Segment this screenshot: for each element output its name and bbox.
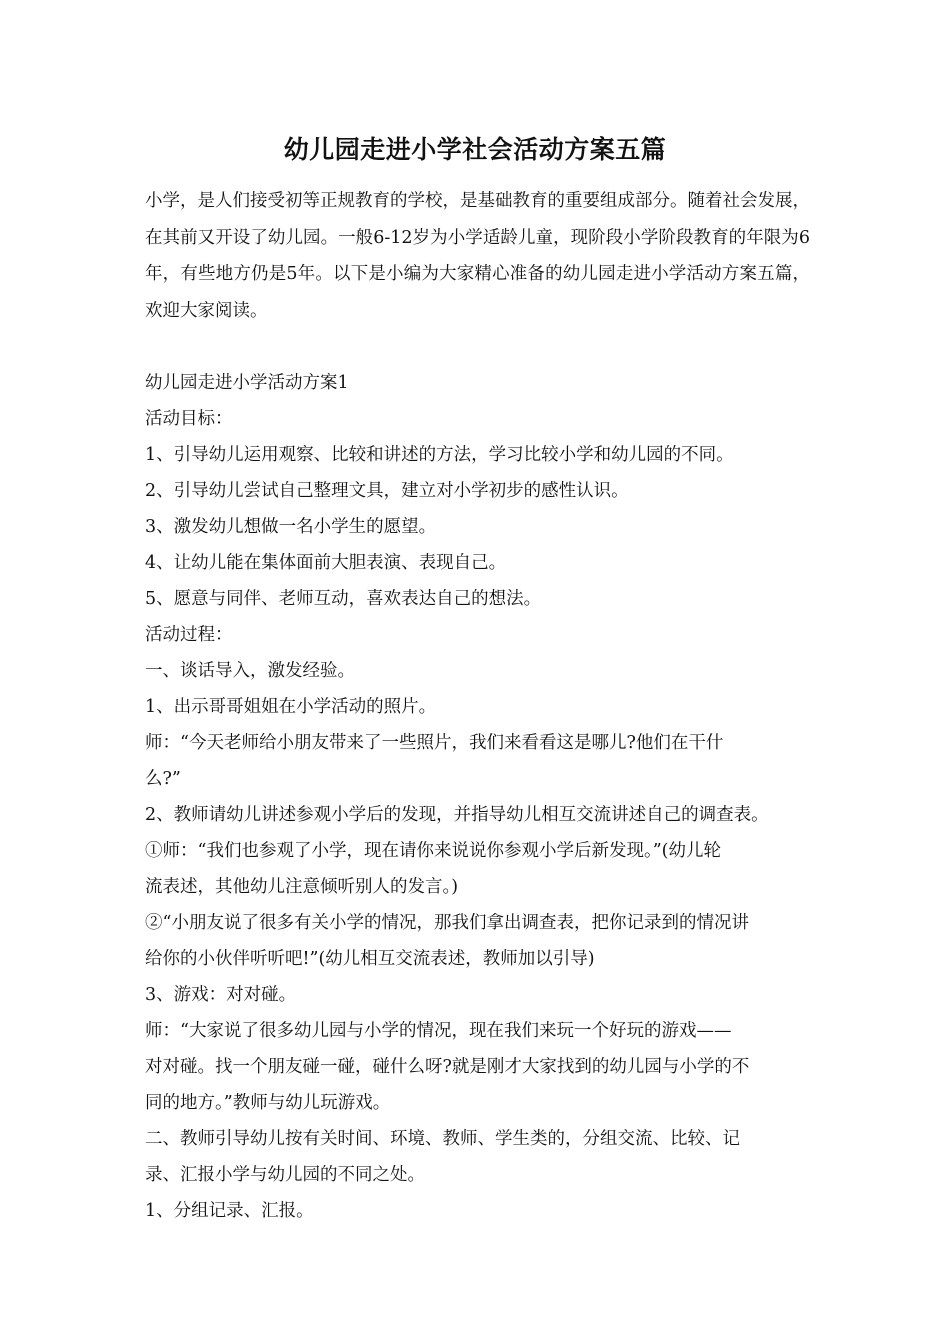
text-line: 对对碰。找一个朋友碰一碰，碰什么呀?就是刚才大家找到的幼儿园与小学的不: [145, 1057, 750, 1077]
text-line: 1、出示哥哥姐姐在小学活动的照片。: [145, 697, 437, 717]
document-title: 幼儿园走进小学社会活动方案五篇: [283, 135, 667, 164]
text-line: 二、教师引导幼儿按有关时间、环境、教师、学生类的，分组交流、比较、记: [145, 1129, 740, 1149]
text-line: 同的地方。”教师与幼儿玩游戏。: [145, 1093, 391, 1113]
text-line: 师：“大家说了很多幼儿园与小学的情况，现在我们来玩一个好玩的游戏——: [145, 1021, 732, 1041]
text-line: 一、谈话导入，激发经验。: [145, 661, 355, 681]
text-line: 幼儿园走进小学活动方案1: [145, 373, 349, 393]
text-line: 活动目标：: [145, 409, 233, 429]
text-line: 4、让幼儿能在集体面前大胆表演、表现自己。: [145, 553, 507, 573]
text-line: 录、汇报小学与幼儿园的不同之处。: [145, 1165, 425, 1185]
text-line: 5、愿意与同伴、老师互动，喜欢表达自己的想法。: [145, 589, 542, 609]
text-line: ①师：“我们也参观了小学，现在请你来说说你参观小学后新发现。”(幼儿轮: [145, 841, 721, 861]
text-line: 师：“今天老师给小朋友带来了一些照片，我们来看看这是哪儿?他们在干什: [145, 733, 724, 753]
text-line: 1、分组记录、汇报。: [145, 1201, 314, 1221]
text-line: 么?”: [145, 769, 181, 789]
document-body: [145, 365, 815, 1229]
text-line: 2、教师请幼儿讲述参观小学后的发现，并指导幼儿相互交流讲述自己的调查表。: [145, 805, 769, 825]
text-line: 活动过程：: [145, 625, 233, 645]
text-line: ②“小朋友说了很多有关小学的情况，那我们拿出调查表，把你记录到的情况讲: [145, 913, 749, 933]
text-line: 3、激发幼儿想做一名小学生的愿望。: [145, 517, 437, 537]
text-line: 流表述，其他幼儿注意倾听别人的发言。): [145, 877, 459, 897]
text-line: 3、游戏：对对碰。: [145, 985, 297, 1005]
intro-paragraph: 小学，是人们接受初等正规教育的学校，是基础教育的重要组成部分。随着社会发展，在其前又开设了幼儿园。一般6-12岁为小学适龄儿童，现阶段小学阶段教育的年限为6年，有些地方仍是5年。以下是小编为大家精心准备的幼儿园走进小学活动方案五篇，欢迎大家阅读。: [145, 191, 810, 321]
text-line: 给你的小伙伴听听吧!”(幼儿相互交流表述，教师加以引导): [145, 949, 595, 969]
text-line: 2、引导幼儿尝试自己整理文具，建立对小学初步的感性认识。: [145, 481, 629, 501]
text-line: 1、引导幼儿运用观察、比较和讲述的方法，学习比较小学和幼儿园的不同。: [145, 445, 734, 465]
